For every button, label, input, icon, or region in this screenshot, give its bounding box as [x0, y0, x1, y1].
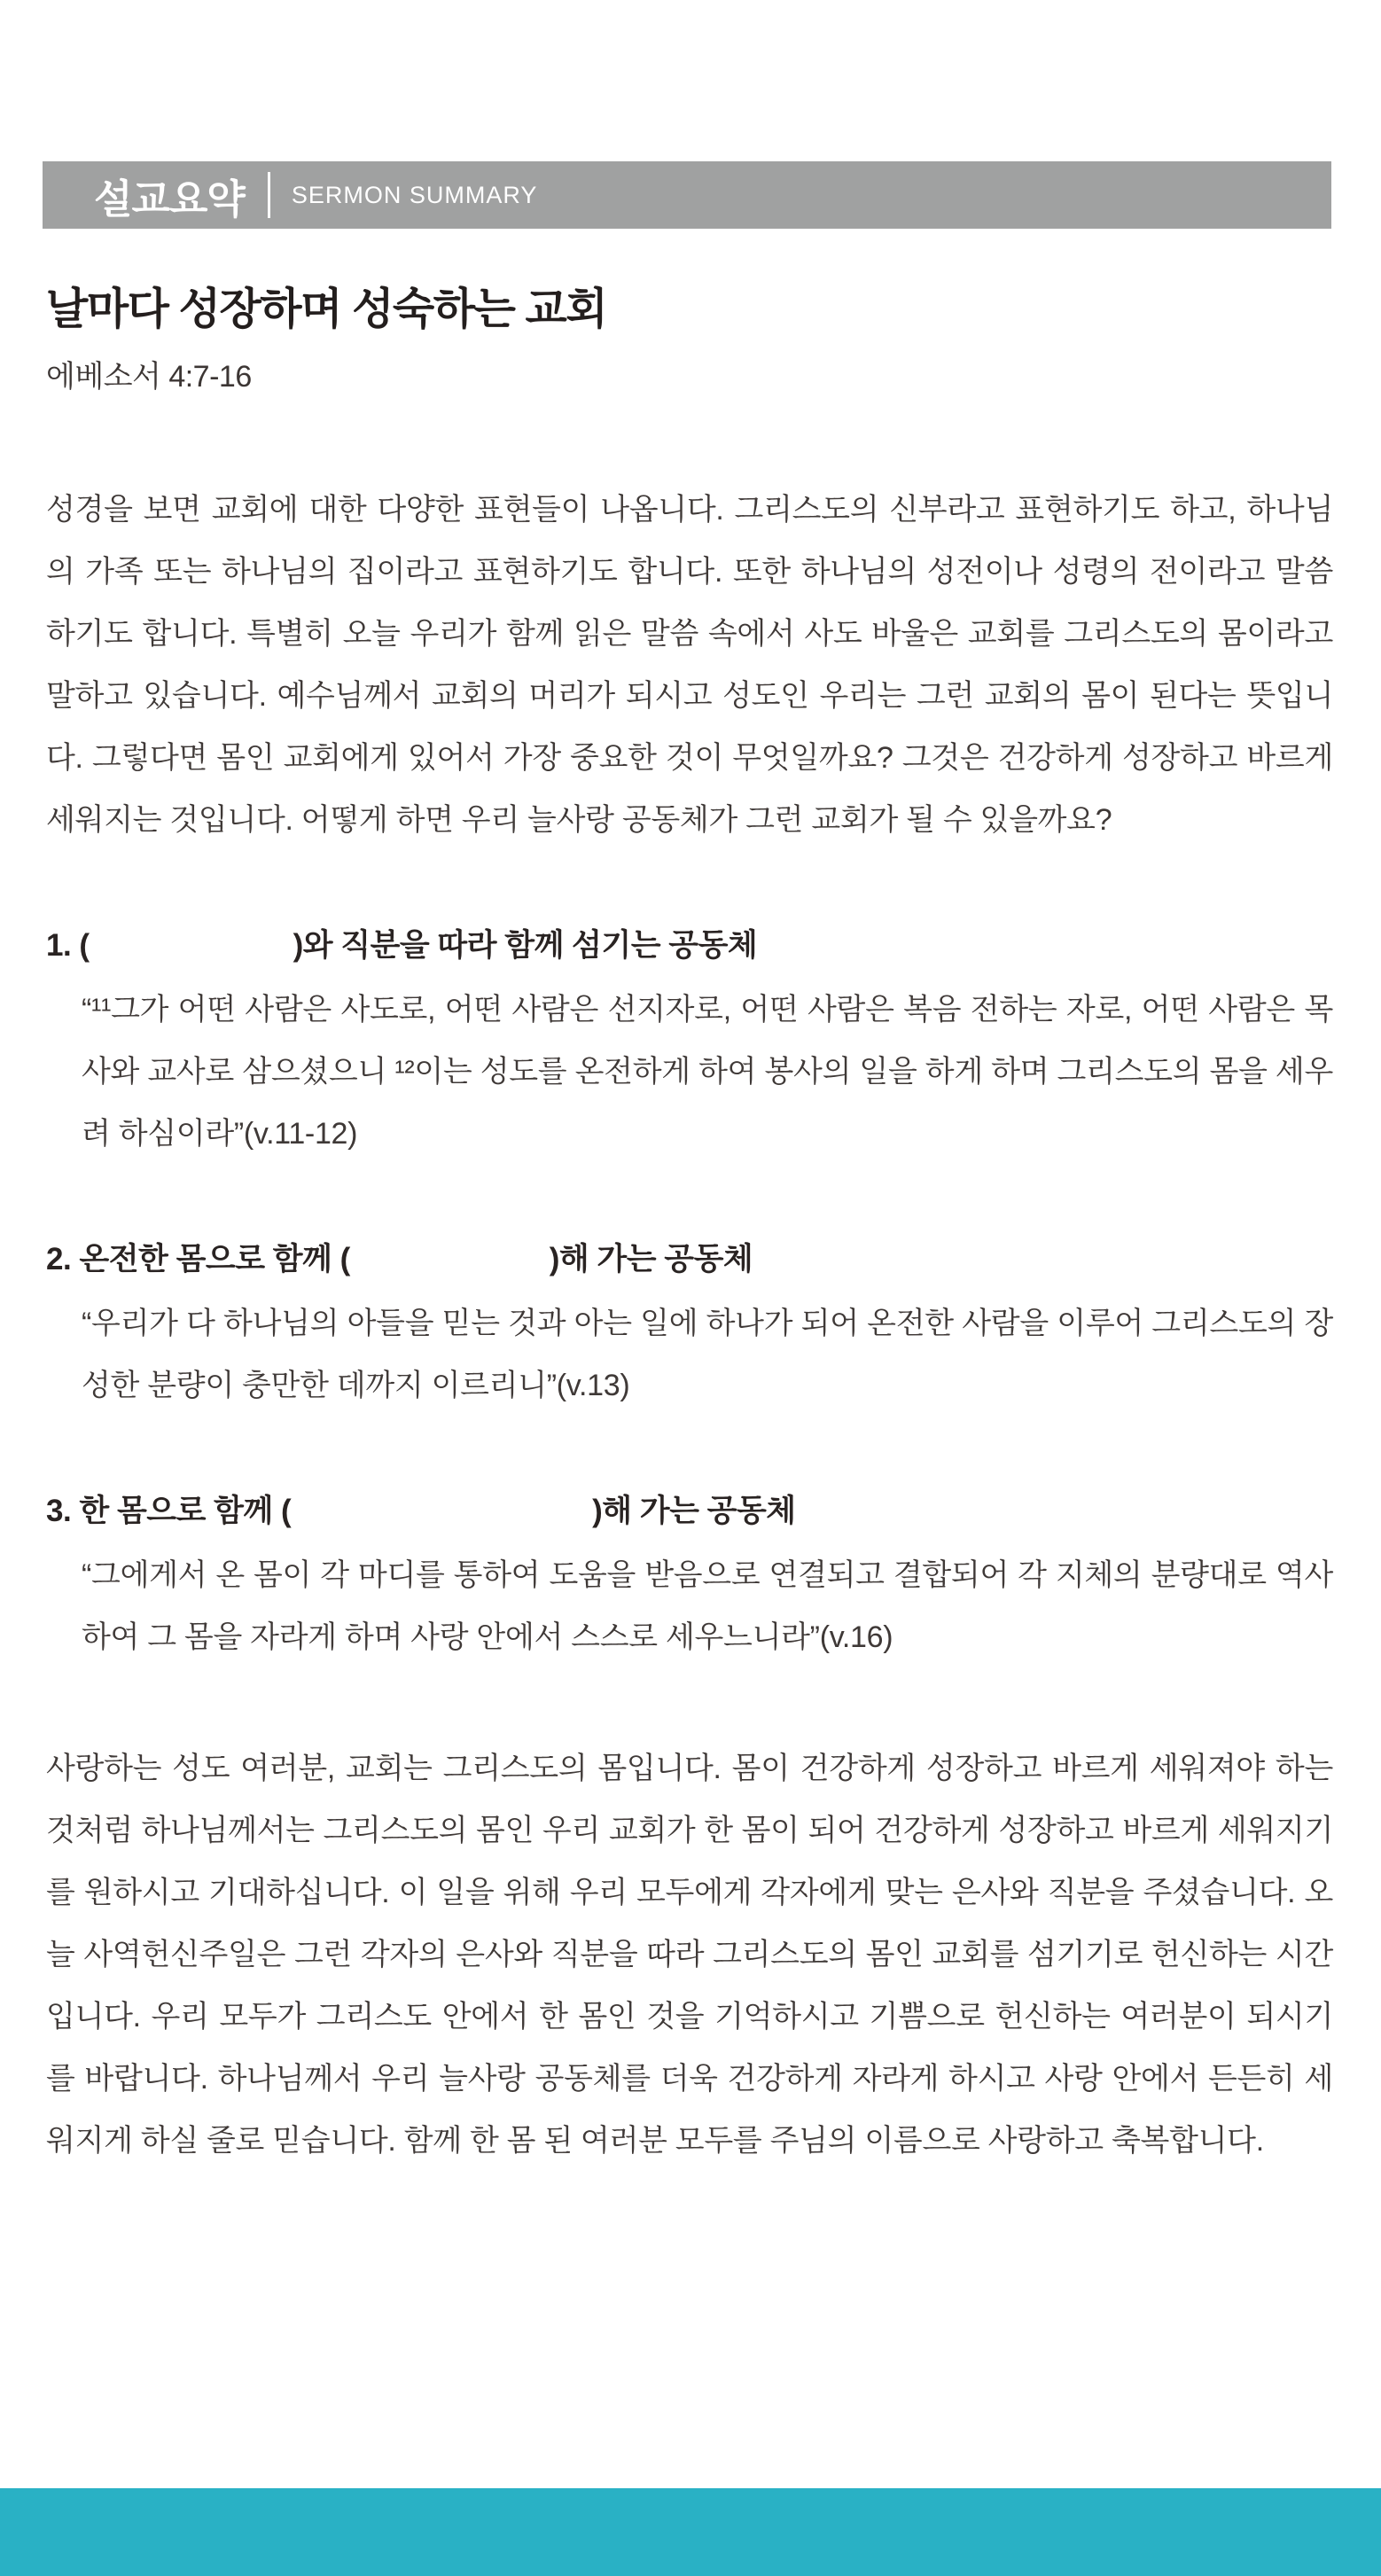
footer-color-bar [0, 2488, 1381, 2576]
point-2-heading-prefix: 2. 온전한 몸으로 함께 ( [46, 1241, 350, 1276]
point-1-heading-prefix: 1. ( [46, 927, 90, 963]
point-2-heading-suffix: )해 가는 공동체 [549, 1241, 753, 1276]
point-1-quote: “¹¹그가 어떤 사람은 사도로, 어떤 사람은 선지자로, 어떤 사람은 복음 전하는 자로, 어떤 사람은 목사와 교사로 삼으셨으니 ¹²이는 성도를 온전하게 하여 봉사의 일을 하게 하며 그리스도의 몸을 세우려 하심이라”(v.11-12) [82, 992, 1333, 1151]
closing-paragraph: 사랑하는 성도 여러분, 교회는 그리스도의 몸입니다. 몸이 건강하게 성장하고 바르게 세워져야 하는 것처럼 하나님께서는 그리스도의 몸인 우리 교회가 한 몸이 되어 건강하게 성장하고 바르게 세워지기를 원하시고 기대하십니다. 이 일을 위해 우리 모두에게 각자에게 맞는 은사와 직분을 주셨습니다. 오늘 사역헌신주일은 그런 각자의 은사와 직분을 따라 그리스도의 몸인 교회를 섬기기로 헌신하는 시간입니다. 우리 모두가 그리스도 안에서 한 몸인 것을 기억하시고 기쁨으로 헌신하는 여러분이 되시기를 바랍니다. 하나님께서 우리 늘사랑 공동체를 더욱 건강하게 자라게 하시고 사랑 안에서 든든히 세워지게 하실 줄로 믿습니다. 함께 한 몸 된 여러분 모두를 주님의 이름으로 사랑하고 축복합니다. [46, 1751, 1333, 2158]
point-1-heading [46, 925, 1333, 966]
point-3 [46, 1491, 1333, 1668]
point-3-heading-suffix: )해 가는 공동체 [592, 1493, 796, 1528]
point-1-heading-suffix: )와 직분을 따라 함께 섬기는 공동체 [293, 927, 758, 963]
fill-in-blank-3 [291, 1520, 592, 1521]
point-2 [46, 1239, 1333, 1417]
sermon-title: 날마다 성장하며 성숙하는 교회 [46, 285, 607, 333]
band-title-korean: 설교요약 [94, 176, 245, 222]
point-3-quote: “그에게서 온 몸이 각 마디를 통하여 도움을 받음으로 연결되고 결합되어 각 지체의 분량대로 역사하여 그 몸을 자라게 하며 사랑 안에서 스스로 세우느니라”(v.16) [82, 1557, 1333, 1654]
section-header-band [43, 161, 1331, 229]
point-3-heading [46, 1491, 1333, 1532]
band-title-english: SERMON SUMMARY [291, 181, 538, 208]
point-2-quote: “우리가 다 하나님의 아들을 믿는 것과 아는 일에 하나가 되어 온전한 사람을 이루어 그리스도의 장성한 분량이 충만한 데까지 이르리니”(v.13) [82, 1306, 1333, 1402]
fill-in-blank-1 [90, 955, 293, 956]
fill-in-blank-2 [350, 1268, 550, 1269]
point-3-heading-prefix: 3. 한 몸으로 함께 ( [46, 1493, 292, 1528]
intro-paragraph: 성경을 보면 교회에 대한 다양한 표현들이 나옵니다. 그리스도의 신부라고 표현하기도 하고, 하나님의 가족 또는 하나님의 집이라고 표현하기도 합니다. 또한 하나님의 성전이나 성령의 전이라고 말씀하기도 합니다. 특별히 오늘 우리가 함께 읽은 말씀 속에서 사도 바울은 교회를 그리스도의 몸이라고 말하고 있습니다. 예수님께서 교회의 머리가 되시고 성도인 우리는 그런 교회의 몸이 된다는 뜻입니다. 그렇다면 몸인 교회에게 있어서 가장 중요한 것이 무엇일까요? 그것은 건강하게 성장하고 바르게 세워지는 것입니다. 어떻게 하면 우리 늘사랑 공동체가 그런 교회가 될 수 있을까요? [46, 492, 1333, 837]
scripture-reference: 에베소서 4:7-16 [46, 359, 252, 394]
divider-line [268, 172, 270, 218]
point-1 [46, 925, 1333, 1165]
point-2-heading [46, 1239, 1333, 1280]
